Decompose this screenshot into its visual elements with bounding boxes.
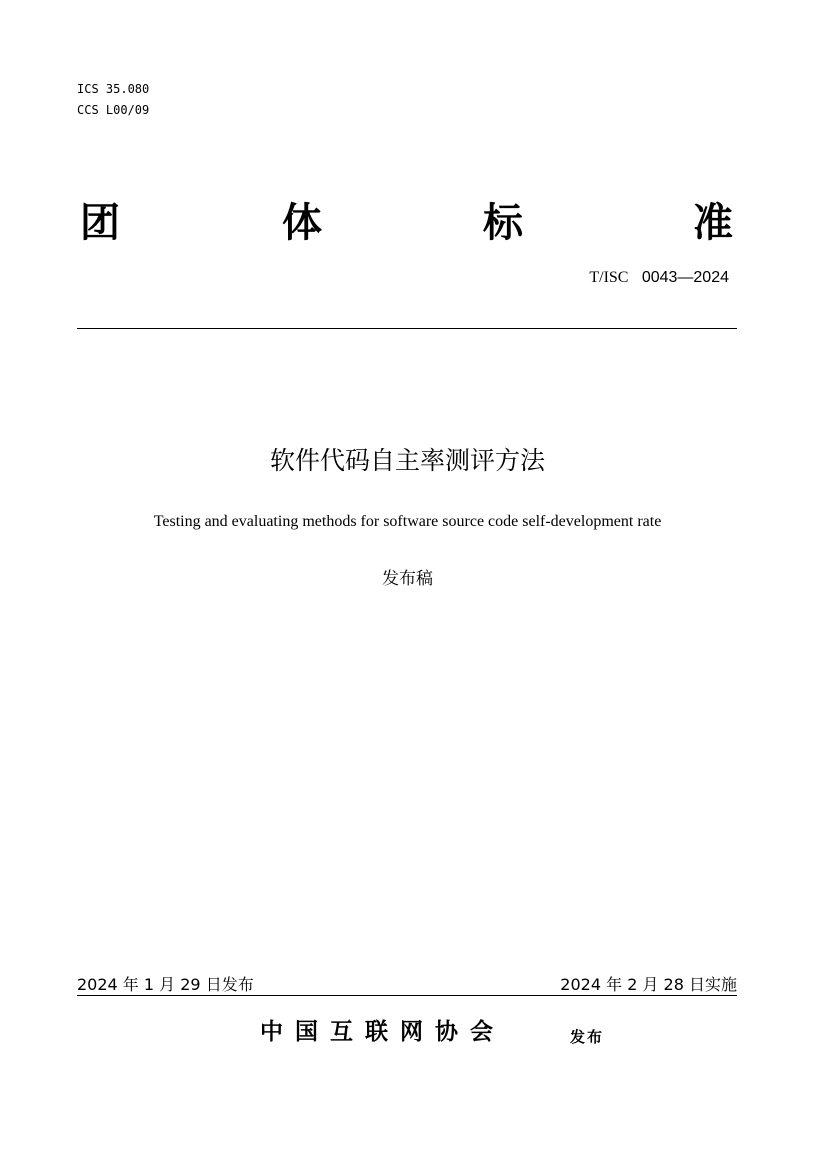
issuing-organization: 中国互联网协会	[260, 1018, 505, 1045]
ccs-code: CCS L00/09	[77, 103, 150, 117]
publish-date: 2024 年 1 月 29 日发布	[77, 975, 254, 994]
header-divider	[77, 328, 737, 329]
standard-code-number: 0043—2024	[641, 269, 729, 286]
ics-code: ICS 35.080	[77, 82, 150, 96]
title-english: Testing and evaluating methods for software source code self-development rate	[153, 513, 662, 530]
standard-code	[589, 268, 729, 288]
header-char-4: 准	[693, 200, 733, 246]
header-char-3: 标	[483, 200, 523, 246]
standard-code-prefix: T/ISC	[589, 269, 629, 286]
title-chinese: 软件代码自主率测评方法	[269, 446, 545, 475]
issue-label: 发布	[570, 1028, 605, 1046]
implementation-date: 2024 年 2 月 28 日实施	[560, 975, 737, 994]
document-stage: 发布稿	[382, 569, 433, 589]
header-char-2: 体	[282, 200, 322, 246]
header-char-1: 团	[80, 200, 120, 246]
footer-divider	[77, 995, 737, 996]
